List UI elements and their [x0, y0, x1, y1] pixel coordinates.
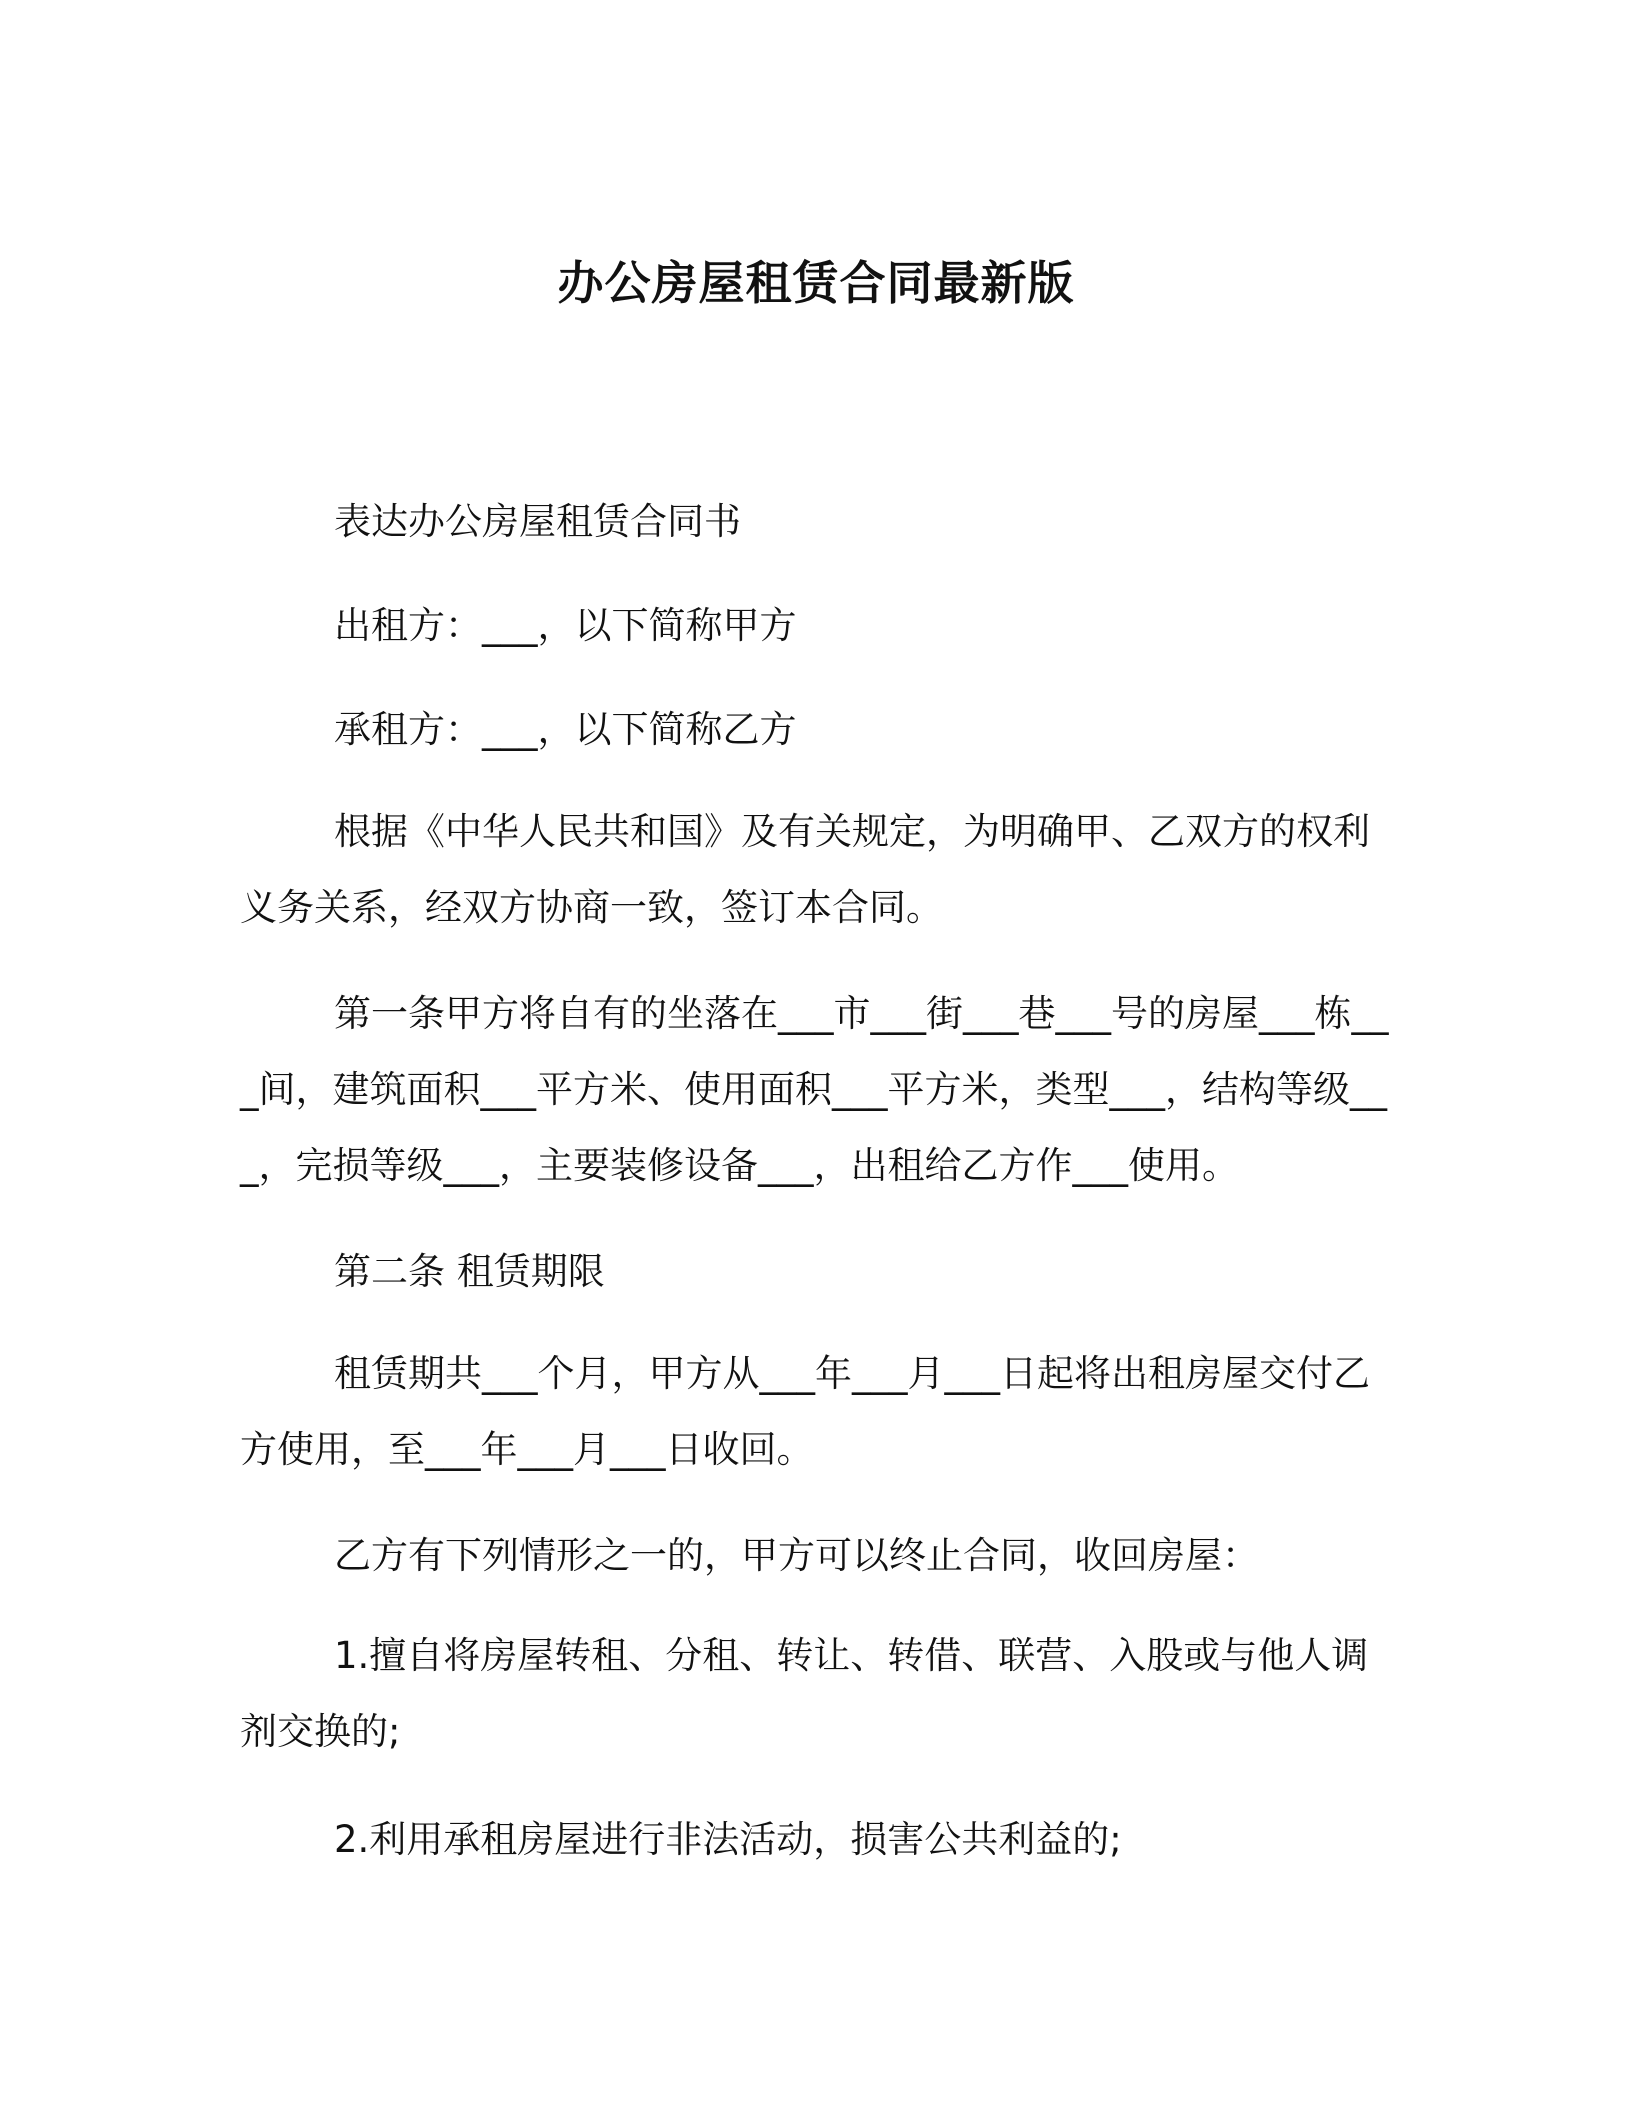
lessor-line: 出租方：___，以下简称甲方	[334, 604, 797, 647]
contract-subtitle: 表达办公房屋租赁合同书	[334, 500, 741, 543]
termination-condition-2: 2.利用承租房屋进行非法活动，损害公共利益的;	[334, 1818, 1122, 1861]
article-two-heading: 第二条 租赁期限	[334, 1250, 605, 1293]
termination-conditions-paragraph: 乙方有下列情形之一的，甲方可以终止合同，收回房屋：	[334, 1534, 1259, 1577]
article-one-paragraph: 第一条甲方将自有的坐落在___市___街___巷___号的房屋___栋___间，建筑面积___平方米、使用面积___平方米，类型___，结构等级___，完损等级___，主要装修设备___，出租给乙方作___使用。	[240, 992, 1389, 1187]
termination-condition-1: 1.擅自将房屋转租、分租、转让、转借、联营、入股或与他人调剂交换的;	[240, 1634, 1369, 1753]
lessee-line: 承租方：___，以下简称乙方	[334, 708, 797, 751]
lease-term-paragraph: 租赁期共___个月，甲方从___年___月___日起将出租房屋交付乙方使用，至___年___月___日收回。	[240, 1352, 1370, 1471]
document-title: 办公房屋租赁合同最新版	[557, 255, 1075, 310]
preamble-paragraph: 根据《中华人民共和国》及有关规定，为明确甲、乙双方的权利义务关系，经双方协商一致，签订本合同。	[240, 810, 1370, 929]
